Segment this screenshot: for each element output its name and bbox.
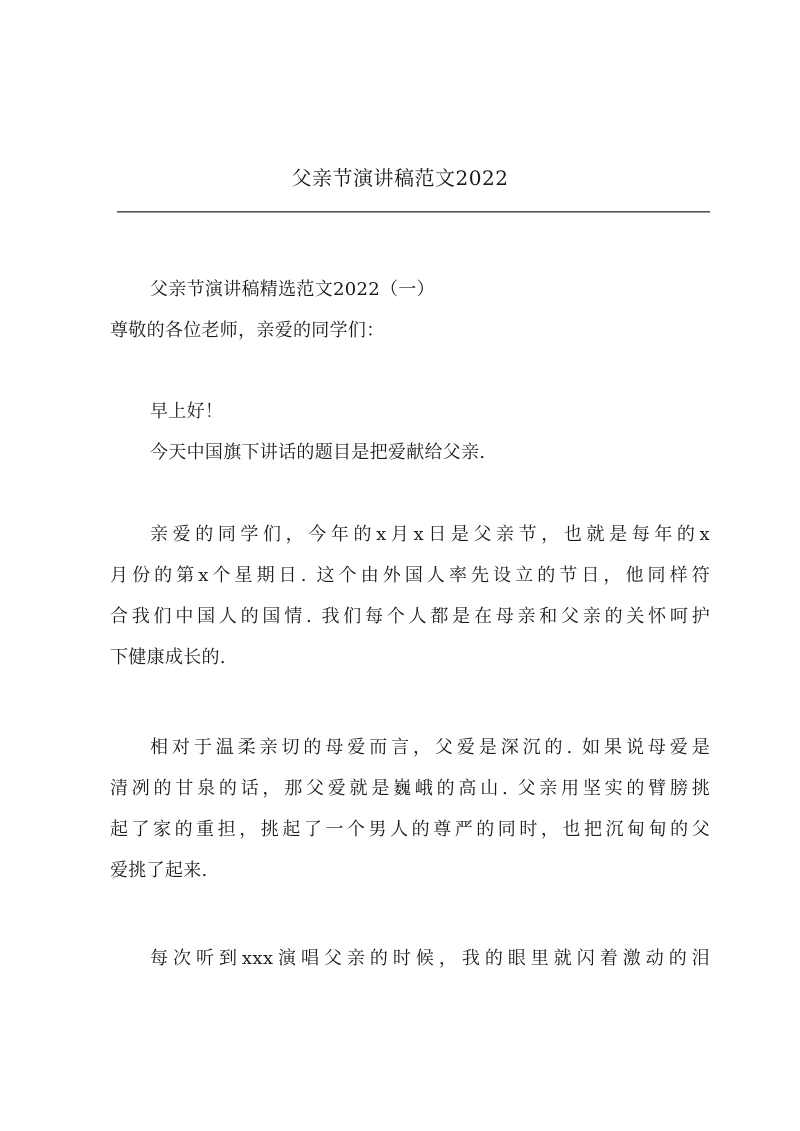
paragraph-3 (110, 938, 710, 979)
paragraph-line: 清冽的甘泉的话，那父爱就是巍峨的高山. 父亲用坚实的臂膀挑 (110, 778, 710, 799)
paragraph-1 (110, 514, 710, 678)
paragraph-line: 下健康成长的. (110, 647, 226, 668)
paragraph-2 (110, 727, 710, 891)
paragraph-line: 爱挑了起来. (110, 860, 208, 881)
section-heading: 父亲节演讲稿精选范文2022（一） (150, 279, 435, 300)
paragraph-line: 亲爱的同学们，今年的x月x日是父亲节，也就是每年的x (150, 524, 710, 545)
paragraph-line: 月份的第x个星期日. 这个由外国人率先设立的节日，他同样符 (110, 565, 710, 586)
paragraph-line: 合我们中国人的国情. 我们每个人都是在母亲和父亲的关怀呵护 (110, 606, 710, 627)
greeting-block (110, 391, 710, 473)
paragraph-line: 每次听到xxx演唱父亲的时候，我的眼里就闪着激动的泪 (150, 948, 710, 969)
paragraph-line: 相对于温柔亲切的母爱而言，父爱是深沉的. 如果说母爱是 (150, 737, 710, 758)
section-heading-block (110, 269, 710, 351)
salutation: 尊敬的各位老师，亲爱的同学们： (110, 320, 385, 341)
paragraph-line: 起了家的重担，挑起了一个男人的尊严的同时，也把沉甸甸的父 (110, 819, 710, 840)
document-title: 父亲节演讲稿范文2022 (291, 166, 509, 190)
title-divider (117, 211, 710, 213)
speech-topic: 今天中国旗下讲话的题目是把爱献给父亲. (150, 442, 486, 463)
greeting: 早上好！ (150, 401, 224, 422)
